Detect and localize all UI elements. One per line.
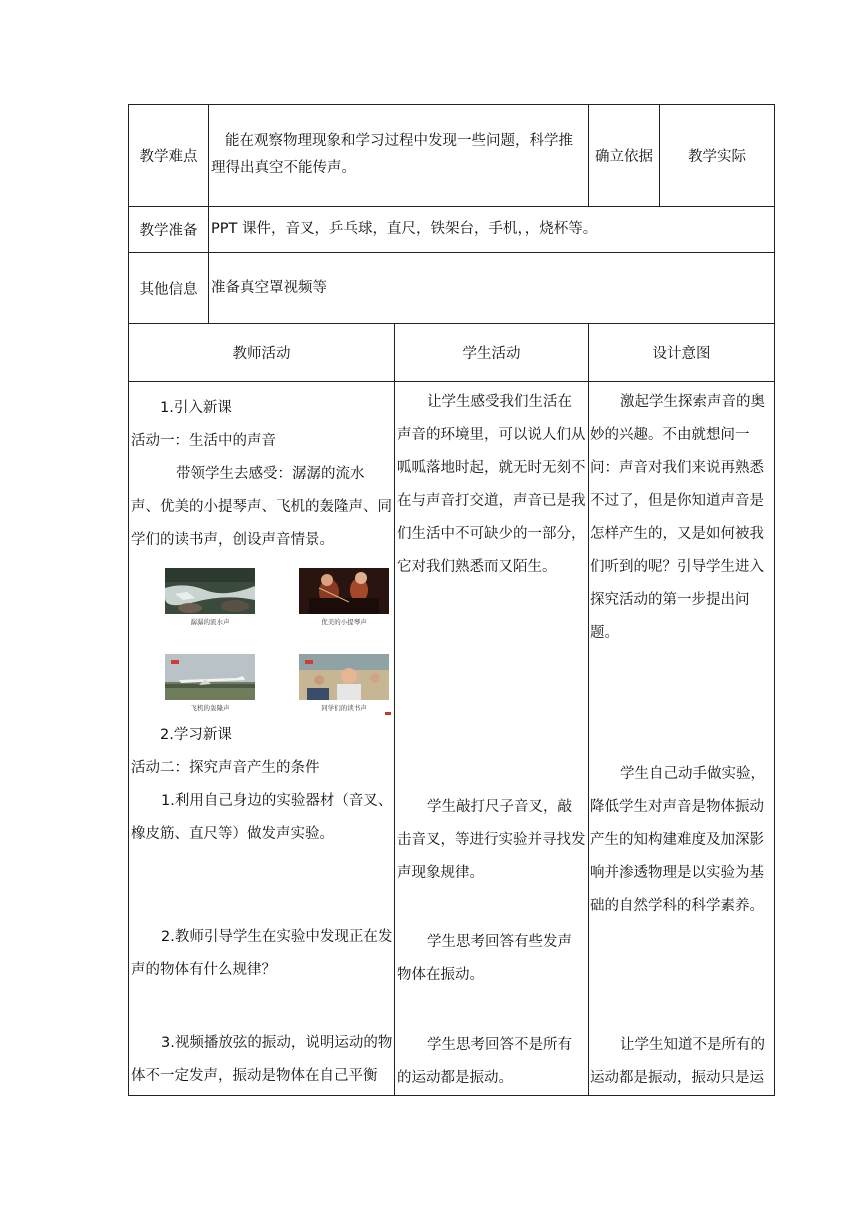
table-border-bottom [128, 1095, 775, 1096]
teacher-activity-one-text: 带领学生去感受：潺潺的流水声、优美的小提琴声、飞机的轰隆声、同学们的读书声，创设声音情景。 [131, 466, 392, 548]
slide-corner-mark [385, 712, 391, 715]
table-border-right [774, 104, 775, 1096]
student-activity-answer-2: 学生思考回答不是所有的运动都是振动。 [397, 1037, 572, 1086]
teacher-step-guide: 2.教师引导学生在实验中发现正在发声的物体有什么规律？ [131, 929, 393, 978]
other-content: 准备真空罩视频等 [211, 280, 327, 296]
activity-divider-2 [588, 323, 589, 1096]
student-activity-experiment: 学生敲打尺子音叉，敲击音叉，等进行实验并寻找发声现象规律。 [397, 799, 586, 881]
row-divider-4 [128, 381, 775, 382]
design-intent-experiment: 学生自己动手做实验，降低学生对声音是物体振动产生的知构建难度及加深影响并渗透物理是以实验为基础的自然学科的科学素养。 [590, 766, 765, 914]
airplane-photo [165, 654, 255, 700]
stream-caption: 潺潺的流水声 [190, 618, 230, 626]
design-intent-interest: 激起学生探索声音的奥妙的兴趣。不由就想问一问：声音对我们来说再熟悉不过了，但是你知道声音是怎样产生的，又是如何被我们听到的呢？引导学生进入探究活动的第一步提出问题。 [590, 394, 765, 641]
teacher-activity-header: 教师活动 [232, 346, 291, 362]
teacher-activity-two: 活动二：探究声音产生的条件 [131, 760, 320, 776]
teacher-step-video: 3.视频播放弦的振动，说明运动的物体不一定发声，振动是物体在自己平衡 [131, 1035, 393, 1084]
design-intent-vibration: 让学生知道不是所有的运动都是振动，振动只是运 [590, 1037, 765, 1086]
airplane-caption: 飞机的轰隆声 [190, 704, 230, 712]
student-activity-feel: 让学生感受我们生活在声音的环境里，可以说人们从呱呱落地时起，就无时无刻不在与声音打交道，声音已是我们生活中不可缺少的一部分，它对我们熟悉而又陌生。 [397, 394, 586, 575]
teacher-activity-one: 活动一：生活中的声音 [131, 433, 276, 449]
design-intent-header: 设计意图 [652, 346, 711, 362]
preparation-content: PPT 课件，音叉，乒乓球，直尺，铁架台，手机，，烧杯等。 [211, 221, 598, 237]
reading-photo [299, 654, 389, 700]
teacher-new-lesson-step: 2.学习新课 [160, 727, 232, 743]
student-activity-answer-1: 学生思考回答有些发声物体在振动。 [397, 934, 572, 983]
basis-label: 确立依据 [595, 149, 653, 165]
reading-caption: 同学们的读书声 [321, 704, 367, 712]
activity-divider-1 [394, 323, 395, 1096]
teacher-intro-step: 1.引入新课 [160, 400, 232, 416]
label-column-divider [208, 104, 209, 324]
teacher-step-experiment: 1.利用自己身边的实验器材（音叉、橡皮筋、直尺等）做发声实验。 [131, 793, 393, 842]
preparation-label: 教学准备 [139, 223, 198, 239]
stream-photo [165, 568, 255, 614]
difficulty-label: 教学难点 [139, 149, 198, 165]
basis-value: 教学实际 [688, 149, 746, 165]
violin-photo [299, 568, 389, 614]
student-activity-header: 学生活动 [462, 346, 521, 362]
violin-caption: 优美的小提琴声 [321, 618, 367, 626]
other-label: 其他信息 [139, 281, 198, 298]
difficulty-content: 能在观察物理现象和学习过程中发现一些问题，科学推理得出真空不能传声。 [211, 133, 573, 176]
sound-scenes-image [163, 566, 392, 716]
